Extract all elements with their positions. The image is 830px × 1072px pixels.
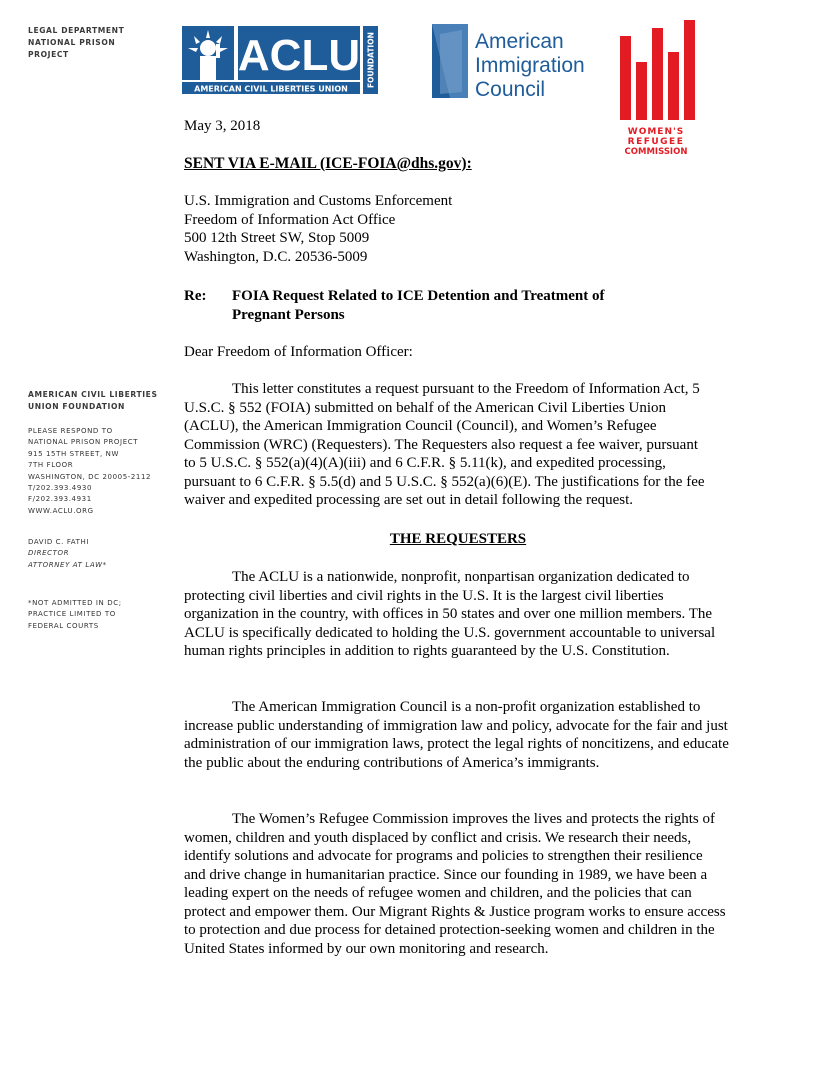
aclu-logo-graphic bbox=[180, 24, 380, 96]
aic-logo-graphic bbox=[432, 24, 592, 100]
recipient-address-line: Freedom of Information Act Office bbox=[184, 211, 396, 228]
aclu-logo-subtitle: AMERICAN CIVIL LIBERTIES UNION bbox=[194, 84, 348, 94]
re-subject-line: Pregnant Persons bbox=[232, 306, 345, 323]
intro-paragraph: This letter constitutes a request pursuant to the Freedom of Information Act, 5 U.S.C. § 552 (FOIA) submitted on behalf of the American Civil Liberties Union (ACLU), the American Immigration Council (Council), and Women’s Refugee Commission (WRC) (Requesters). The Requesters also request a fee waiver, pursuant to 5 U.S.C. § 552(a)(4)(A)(iii) and 6 C.F.R. § 5.11(k), and expedited processing, pursuant to 6 C.F.R. § 5.5(d) and 5 U.S.C. § 552(a)(6)(E). The justifications for the fee waiver and expedited processing are set out in detail following the request. bbox=[184, 381, 705, 508]
recipient-address-line: U.S. Immigration and Customs Enforcement bbox=[184, 193, 453, 209]
sidebar-header-line: NATIONAL PRISON bbox=[28, 38, 116, 47]
re-subject-line: FOIA Request Related to ICE Detention and Treatment of bbox=[232, 288, 605, 304]
sidebar-website: WWW.ACLU.ORG bbox=[28, 506, 94, 515]
sidebar-header bbox=[28, 25, 124, 61]
sidebar-address-line: 7TH FLOOR bbox=[28, 461, 74, 470]
sent-via-line: SENT VIA E-MAIL (ICE-FOIA@dhs.gov): bbox=[184, 155, 472, 172]
sidebar-address-line: F/202.393.4931 bbox=[28, 495, 92, 504]
recipient-address bbox=[184, 192, 452, 266]
letter-date: May 3, 2018 bbox=[184, 118, 261, 134]
recipient-address-line: Washington, D.C. 20536-5009 bbox=[184, 248, 368, 265]
section-heading: THE REQUESTERS bbox=[389, 531, 527, 547]
aic-logo-line: American bbox=[475, 30, 564, 53]
aic-logo bbox=[432, 24, 592, 100]
sidebar-org bbox=[28, 389, 158, 413]
wrc-paragraph: The Women’s Refugee Commission improves the lives and protects the rights of women, children and youth displaced by conflict and crisis. We research their needs, identify solutions and advocate for programs and policies to strengthen their resilience and drive change in humanitarian practice. Since our founding in 1989, we have been a leading expert on the needs of refugee women and children, and the policies that can protect and empower them. Our Migrant Rights & Justice program works to ensure access to protection and due process for detained protection-seeking women and children in the United States informed by our own monitoring and research. bbox=[184, 811, 726, 957]
sidebar-note bbox=[28, 598, 122, 632]
sidebar-note-line: *NOT ADMITTED IN DC; bbox=[28, 599, 122, 607]
person-role: ATTORNEY AT LAW* bbox=[28, 560, 107, 569]
sidebar-address bbox=[28, 426, 151, 517]
salutation: Dear Freedom of Information Officer: bbox=[184, 344, 413, 360]
re-label: Re: bbox=[184, 288, 207, 304]
aic-logo-line: Immigration bbox=[475, 54, 585, 77]
aclu-logo-text: ACLU bbox=[237, 31, 361, 80]
sidebar-address-line: T/202.393.4930 bbox=[28, 484, 93, 493]
aclu-logo-side: FOUNDATION bbox=[366, 32, 376, 88]
sidebar-person bbox=[28, 537, 107, 571]
person-name: DAVID C. FATHI bbox=[28, 538, 90, 546]
wrc-logo-graphic bbox=[618, 20, 698, 160]
sidebar-address-line: WASHINGTON, DC 20005-2112 bbox=[28, 472, 152, 481]
sidebar-org-line: AMERICAN CIVIL LIBERTIES bbox=[28, 390, 158, 399]
aic-paragraph: The American Immigration Council is a non-profit organization established to increase public understanding of immigration law and policy, advocate for the fair and just administration of our immigration laws, protect the legal rights of noncitizens, and educate the public about the enduring contributions of America’s immigrants. bbox=[184, 699, 729, 771]
sidebar-note-line: FEDERAL COURTS bbox=[28, 621, 99, 630]
aclu-paragraph: The ACLU is a nationwide, nonprofit, nonpartisan organization dedicated to protecting civil liberties and civil rights in the U.S. It is the largest civil liberties organization in the country, with offices in 50 states and over one million members. The ACLU is specifically dedicated to holding the U.S. government accountable to universal human rights principles in addition to rights guaranteed by the U.S. Constitution. bbox=[184, 569, 716, 659]
sidebar-header-line: PROJECT bbox=[28, 50, 69, 59]
sidebar-note-line: PRACTICE LIMITED TO bbox=[28, 610, 116, 619]
wrc-logo bbox=[618, 20, 698, 160]
sidebar-header-line: LEGAL DEPARTMENT bbox=[28, 26, 125, 35]
sidebar-address-line: PLEASE RESPOND TO bbox=[28, 427, 113, 435]
sidebar-address-line: 915 15TH STREET, NW bbox=[28, 449, 119, 458]
sidebar-address-line: NATIONAL PRISON PROJECT bbox=[28, 438, 139, 447]
aclu-logo bbox=[180, 24, 380, 96]
wrc-logo-line: COMMISSION bbox=[624, 147, 688, 157]
wrc-logo-line: WOMEN'S bbox=[627, 127, 685, 137]
person-title: DIRECTOR bbox=[28, 549, 70, 558]
aic-logo-line: Council bbox=[475, 78, 546, 100]
re-subject bbox=[232, 287, 604, 324]
recipient-address-line: 500 12th Street SW, Stop 5009 bbox=[184, 230, 370, 246]
wrc-logo-line: REFUGEE bbox=[627, 137, 685, 147]
sidebar-org-line: UNION FOUNDATION bbox=[28, 402, 125, 411]
